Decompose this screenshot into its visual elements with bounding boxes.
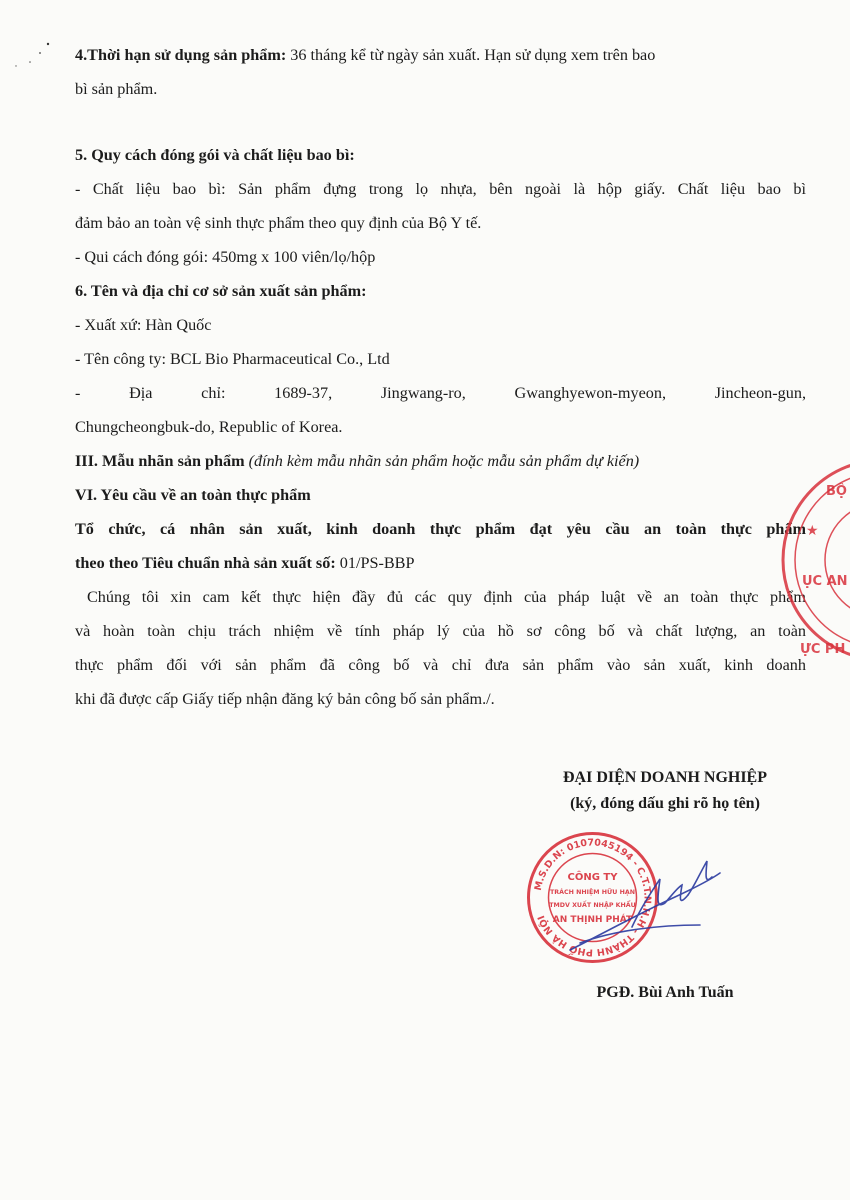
spacer (75, 106, 806, 138)
section-iii-heading: III. Mẫu nhãn sản phẩm (75, 452, 245, 470)
standard-label: theo theo Tiêu chuẩn nhà sản xuất số: (75, 554, 336, 572)
signature-block (500, 765, 830, 817)
address-part: Địa (129, 384, 153, 402)
side-seal-star: ★ (806, 523, 819, 539)
commitment-line-3: thực phẩm đối với sản phẩm đã công bố và chỉ đưa sản phẩm vào sản xuất, kinh doanh (75, 656, 806, 674)
section-4-text: 36 tháng kể từ ngày sản xuất. Hạn sử dụng xem trên bao (286, 46, 656, 64)
standard-code: 01/PS-BBP (335, 554, 415, 572)
company-name-line: - Tên công ty: BCL Bio Pharmaceutical Co., Ltd (75, 350, 390, 368)
side-seal-stamp (778, 395, 850, 725)
section-5-heading: 5. Quy cách đóng gói và chất liệu bao bì: (75, 146, 355, 164)
section-iii-note: (đính kèm mẫu nhãn sản phẩm hoặc mẫu sản phẩm dự kiến) (244, 452, 640, 470)
commitment-line-2: và hoàn toàn chịu trách nhiệm về tính pháp lý của hồ sơ công bố và chất lượng, an toàn (75, 622, 806, 640)
representative-title: ĐẠI DIỆN DOANH NGHIỆP (562, 769, 767, 786)
address-part: Jingwang-ro, (380, 384, 466, 402)
section-iii-line (75, 444, 806, 478)
section-6-heading: 6. Tên và địa chỉ cơ sở sản xuất sản phẩm: (75, 282, 367, 300)
handwritten-signature (560, 855, 730, 965)
signature-instruction: (ký, đóng dấu ghi rõ họ tên) (570, 795, 760, 812)
signer-name: PGĐ. Bùi Anh Tuấn (596, 984, 734, 1001)
stamp-ring-text: M.S.D.N: 0107045194 - C.T.T.N.H.H - THÀNH PHỐ HÀ NỘI (532, 837, 653, 958)
packing-spec: - Qui cách đóng gói: 450mg x 100 viên/lọ/hộp (75, 248, 376, 266)
side-seal-text-1: BỘ (826, 484, 847, 499)
origin-line: - Xuất xứ: Hàn Quốc (75, 316, 212, 334)
section-4-line-2: bì sản phẩm. (75, 80, 158, 98)
commitment-line-4: khi đã được cấp Giấy tiếp nhận đăng ký bản công bố sản phẩm./. (75, 690, 495, 708)
stamp-line: TMDV XUẤT NHẬP KHẨU (549, 902, 636, 909)
stamp-line: AN THỊNH PHÁT (552, 915, 633, 925)
address-part: 1689-37, (274, 384, 333, 402)
packaging-material-line-1: - Chất liệu bao bì: Sản phẩm đựng trong lọ nhựa, bên ngoài là hộp giấy. Chất liệu bao bì (75, 180, 806, 198)
address-part: Jincheon-gun, (714, 384, 806, 402)
section-4-heading: 4.Thời hạn sử dụng sản phẩm: (75, 46, 287, 64)
address-line-2: Chungcheongbuk-do, Republic of Korea. (75, 418, 343, 436)
document-body (75, 38, 806, 716)
address-line-1 (75, 376, 806, 410)
side-seal-text-2: ỤC AN (802, 574, 848, 589)
side-seal-text-3: ỰC PH (800, 642, 846, 657)
scan-specks (0, 30, 70, 70)
commitment-line-1: Chúng tôi xin cam kết thực hiện đầy đủ các quy định của pháp luật về an toàn thực phẩm (87, 588, 806, 606)
packaging-material-line-2: đảm bảo an toàn vệ sinh thực phẩm theo quy định của Bộ Y tế. (75, 214, 482, 232)
safety-requirement-line-1: Tổ chức, cá nhân sản xuất, kinh doanh thực phẩm đạt yêu cầu an toàn thực phẩm (75, 520, 806, 538)
section-vi-heading: VI. Yêu cầu về an toàn thực phẩm (75, 486, 311, 504)
address-part: chỉ: (201, 384, 226, 402)
safety-requirement-line-2 (75, 546, 806, 580)
stamp-line: CÔNG TY (567, 872, 618, 883)
address-part: - (75, 384, 81, 402)
section-4-line-1 (75, 38, 806, 72)
address-part: Gwanghyewon-myeon, (514, 384, 667, 402)
stamp-line: TRÁCH NHIỆM HỮU HẠN (550, 889, 635, 896)
